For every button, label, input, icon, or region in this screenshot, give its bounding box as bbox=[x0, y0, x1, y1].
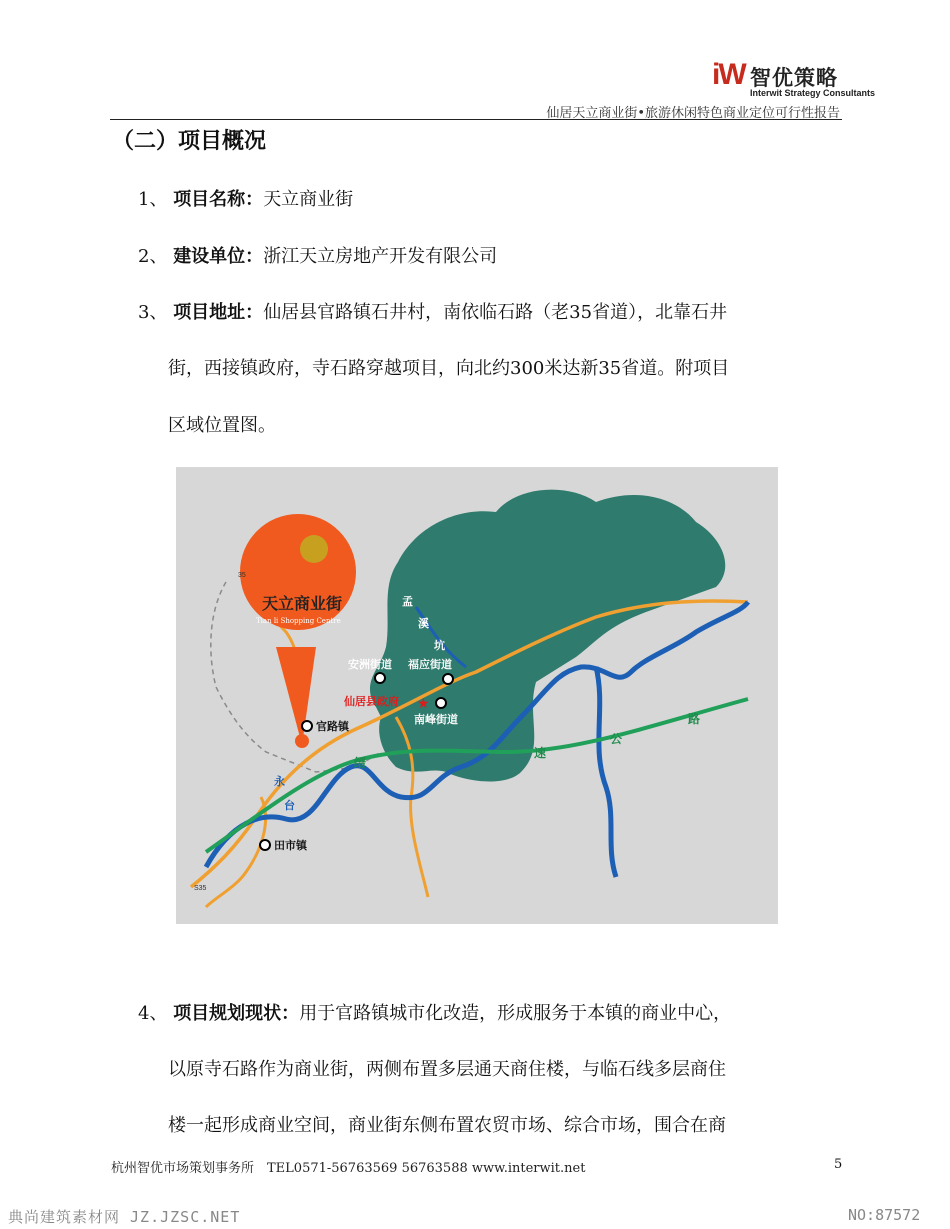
page-number: 5 bbox=[834, 1157, 843, 1172]
header-divider bbox=[110, 119, 842, 120]
highway-char-4: 路 bbox=[688, 712, 701, 726]
road-number-south: S35 bbox=[194, 885, 207, 892]
location-map-drawing bbox=[176, 467, 778, 924]
town-label-tianshi: 田市镇 bbox=[274, 839, 307, 852]
town-marker-fuying bbox=[443, 674, 453, 684]
town-marker-anzhou bbox=[375, 673, 385, 683]
town-label-guanlu: 官路镇 bbox=[316, 720, 349, 733]
highway-char-2: 速 bbox=[534, 746, 547, 760]
highway-char-3: 公 bbox=[610, 732, 623, 746]
footer-contact: 杭州智优市场策划事务所 TEL0571-56763569 56763588 www.interwit.net bbox=[111, 1161, 586, 1176]
brand-cn: 天立商业街 bbox=[262, 594, 343, 613]
item-label: 项目名称： bbox=[173, 189, 264, 210]
item-developer bbox=[138, 228, 497, 285]
item-address-line-2: 街，西接镇政府，寺石路穿越项目，向北约300米达新35省道。附项目 bbox=[168, 358, 730, 379]
brand-en: Tian li Shopping Centre bbox=[256, 617, 341, 625]
government-star: ★ bbox=[417, 696, 430, 712]
project-site-dot bbox=[295, 734, 309, 748]
town-label-fuying: 福应街道 bbox=[408, 658, 452, 671]
section-title: （二）项目概况 bbox=[112, 128, 267, 154]
brand-emblem bbox=[300, 535, 328, 563]
location-map bbox=[176, 467, 778, 924]
river-branch bbox=[596, 667, 616, 877]
town-marker-guanlu bbox=[302, 721, 312, 731]
item-label: 建设单位： bbox=[173, 246, 264, 267]
item-project-name bbox=[138, 171, 353, 228]
item-planning-status bbox=[138, 985, 731, 1042]
road-number-north: 35 bbox=[238, 572, 246, 579]
highway-char-1: 缙 bbox=[354, 756, 367, 770]
town-label-nanfeng: 南峰街道 bbox=[414, 713, 458, 726]
item-number: 4、 bbox=[138, 1003, 168, 1024]
report-subtitle: 仙居天立商业街•旅游休闲特色商业定位可行性报告 bbox=[546, 106, 840, 121]
logo-cn-name: 智优策略 bbox=[750, 66, 838, 90]
watermark-right: NO:87572 bbox=[848, 1206, 921, 1224]
logo-mark: iW bbox=[712, 58, 745, 91]
river-char-2: 溪 bbox=[418, 617, 429, 630]
item-number: 2、 bbox=[138, 246, 168, 267]
government-label: 仙居县政府 bbox=[344, 695, 399, 708]
town-marker-tianshi bbox=[260, 840, 270, 850]
town-label-anzhou: 安洲街道 bbox=[348, 658, 392, 671]
river-char-4: 永 bbox=[274, 775, 285, 788]
item-text: 浙江天立房地产开发有限公司 bbox=[263, 246, 498, 267]
item-number: 3、 bbox=[138, 302, 168, 323]
watermark-left: 典尚建筑素材网 JZ.JZSC.NET bbox=[8, 1208, 241, 1226]
town-marker-nanfeng bbox=[436, 698, 446, 708]
company-logo bbox=[712, 58, 876, 98]
item-label: 项目地址： bbox=[173, 302, 264, 323]
item-planning-line-2: 以原寺石路作为商业街，两侧布置多层通天商住楼，与临石线多层商住 bbox=[168, 1059, 726, 1080]
item-text: 用于官路镇城市化改造，形成服务于本镇的商业中心， bbox=[299, 1003, 732, 1024]
item-text: 天立商业街 bbox=[263, 189, 354, 210]
item-label: 项目规划现状： bbox=[173, 1003, 300, 1024]
item-planning-line-3: 楼一起形成商业空间，商业街东侧布置农贸市场、综合市场，围合在商 bbox=[168, 1115, 726, 1136]
river-char-3: 坑 bbox=[434, 639, 445, 652]
item-address-line-3: 区域位置图。 bbox=[168, 415, 276, 436]
item-number: 1、 bbox=[138, 189, 168, 210]
logo-en-name: Interwit Strategy Consultants bbox=[750, 88, 876, 98]
river-char-5: 台 bbox=[284, 799, 295, 812]
item-address bbox=[138, 284, 727, 341]
river-char-1: 孟 bbox=[402, 595, 413, 608]
item-text: 仙居县官路镇石井村，南依临石路（老35省道），北靠石井 bbox=[263, 302, 728, 323]
